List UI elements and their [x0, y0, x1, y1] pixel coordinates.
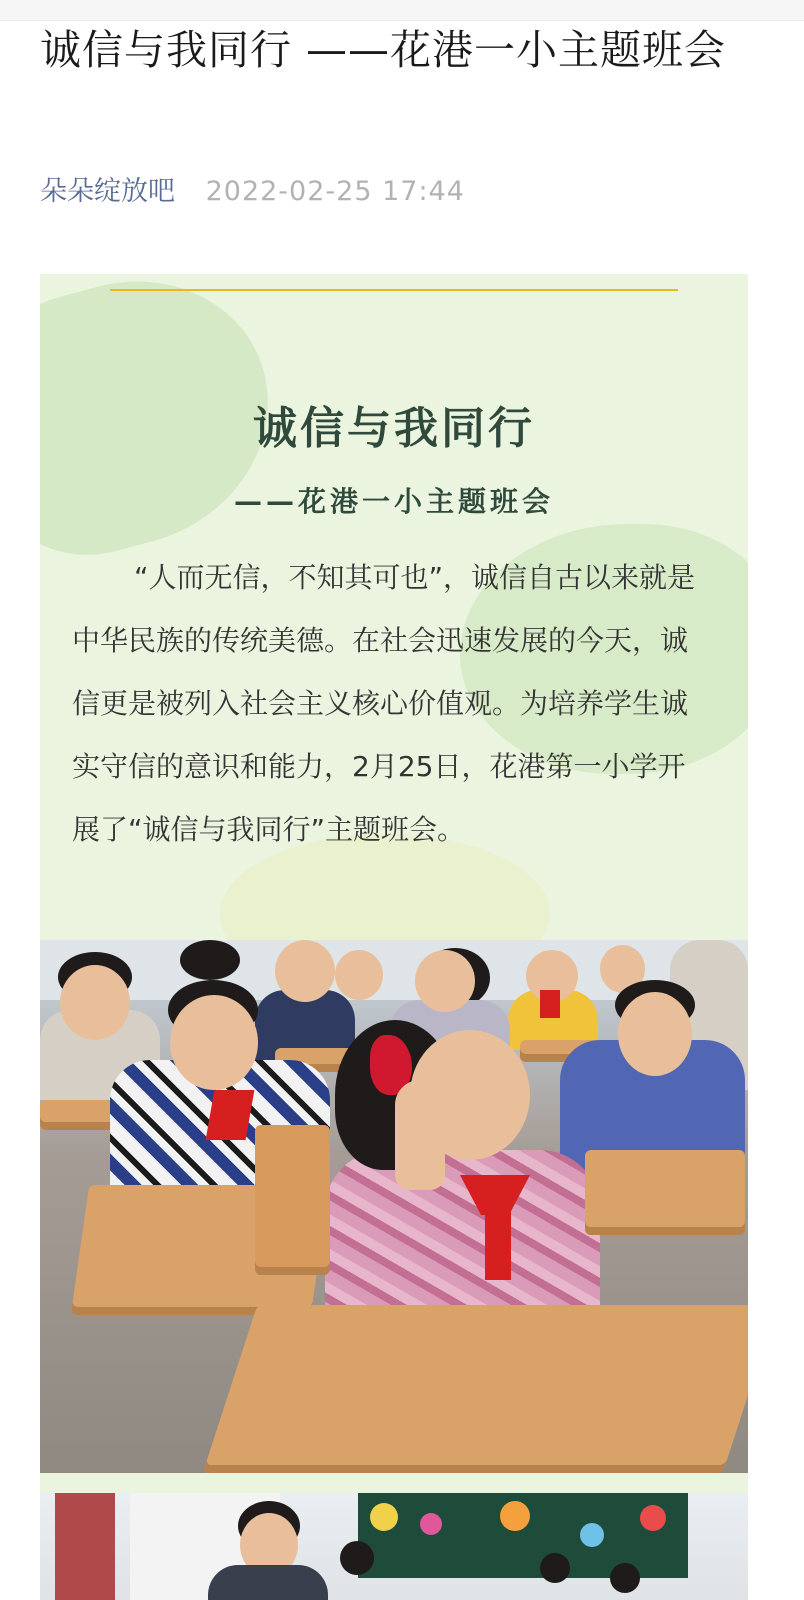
wall-poster: [55, 1493, 115, 1600]
article-title: 诚信与我同行 ——花港一小主题班会: [40, 26, 727, 74]
card-band: [40, 1473, 748, 1493]
red-scarf: [540, 990, 560, 1018]
student-figure: [340, 1541, 374, 1575]
card-title: 诚信与我同行: [253, 403, 535, 454]
student-figure: [610, 1563, 640, 1593]
red-scarf: [485, 1200, 511, 1280]
student-figure: [180, 940, 240, 980]
chair: [255, 1125, 330, 1275]
article-meta: [40, 172, 465, 212]
board-decoration: [640, 1505, 666, 1531]
classroom-photo-2[interactable]: [40, 1493, 748, 1600]
board-decoration: [500, 1501, 530, 1531]
divider-line: [110, 289, 678, 291]
board-decoration: [370, 1503, 398, 1531]
status-strip: [0, 0, 804, 21]
desk: [203, 1305, 748, 1473]
student-figure: [618, 992, 692, 1076]
intro-card: [40, 274, 748, 940]
desk: [585, 1150, 745, 1235]
student-figure: [415, 950, 475, 1012]
student-figure: [335, 950, 383, 1000]
raised-hand: [395, 1080, 445, 1190]
student-figure: [170, 995, 258, 1090]
author-link[interactable]: 朵朵绽放吧: [40, 176, 175, 207]
board-decoration: [580, 1523, 604, 1547]
classroom-photo[interactable]: [40, 940, 748, 1473]
student-figure: [208, 1565, 328, 1600]
student-figure: [275, 940, 335, 1002]
student-figure: [540, 1553, 570, 1583]
publish-date: 2022-02-25 17:44: [205, 176, 465, 207]
student-figure: [60, 965, 130, 1040]
desk: [40, 1100, 120, 1130]
board-decoration: [420, 1513, 442, 1535]
card-subtitle: ——花港一小主题班会: [233, 485, 554, 518]
card-body-text: “人而无信，不知其可也”，诚信自古以来就是中华民族的传统美德。在社会迅速发展的今天，诚信更是被列入社会主义核心价值观。为培养学生诚实守信的意识和能力，2月25日，花港第一小学开展了“诚信与我同行”主题班会。: [72, 561, 696, 846]
